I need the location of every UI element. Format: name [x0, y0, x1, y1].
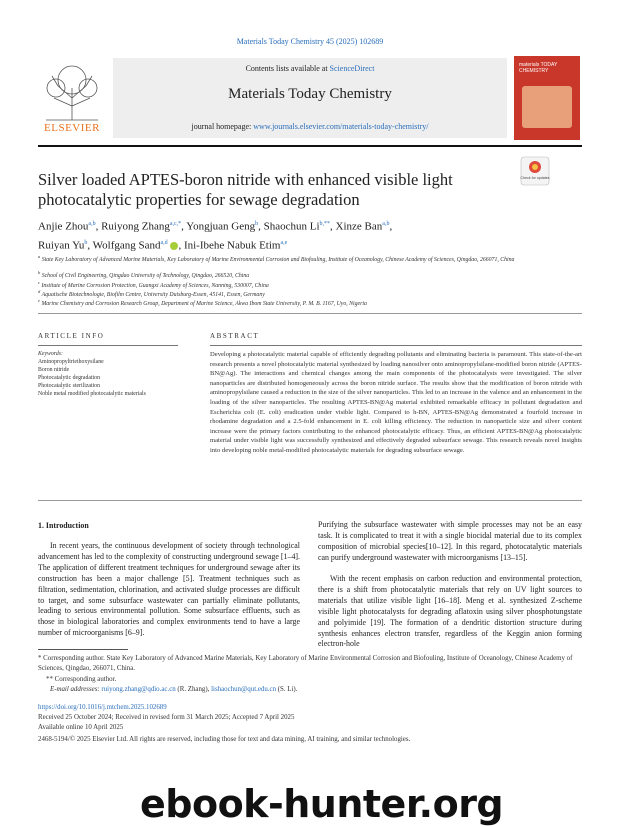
footnote-emails	[50, 685, 570, 695]
cover-title: materials TODAY CHEMISTRY	[519, 62, 558, 74]
author-name[interactable]: Anjie Zhou	[38, 220, 89, 233]
affiliation	[38, 253, 583, 265]
affiliation-rule	[38, 313, 582, 314]
email-label: E-mail addresses:	[50, 686, 102, 693]
footnote-corresponding-2: ** Corresponding author.	[46, 676, 117, 683]
email-owner: (S. Li).	[276, 686, 298, 693]
abstract-rule	[210, 345, 582, 346]
intro-right-paragraph-2: With the recent emphasis on carbon reduction and environmental protection, there is a shift from photocatalytic materials that rely on UV light sources to materials that utilize visible light [16–18]. Meng et al. synthesized Z-scheme visible light photocatalysts for degrading aflatoxin using silver phosphotungstate and polyimide [19]. The formation of a dendritic distortion structure during synthesis enhances electron transfer, regardless of the Keggin anion forming electron-hole	[318, 574, 582, 649]
intro-right-paragraph-1: Purifying the subsurface wastewater with simple processes may not be an easy task. It is complicated to treat it with a single biocidal material due to its complex composition of microbial species[10–12]. In this regard, photocatalytic materials can purify underground wastewater with microorganisms [13–15].	[318, 520, 582, 562]
journal-reference[interactable]: Materials Today Chemistry 45 (2025) 102689	[236, 37, 384, 46]
affiliation-text: School of Civil Engineering, Qingdao University of Technology, Qingdao, 266520, China	[41, 272, 250, 279]
elsevier-wordmark: ELSEVIER	[44, 122, 100, 134]
abstract-text: Developing a photocatalytic material capable of efficiently degrading pollutants and eliminating bacteria is paramount. This state-of-the-art research presents a novel photocatalytic material synthesized by loading nanosilver onto aminopropylsilane-modified boron nitride (APTES-BN@Ag). The interactions and chemical changes among the main components of the photocatalysts were investigated. The silver nanoparticles are distributed homogeneously across the boron nitride surface. The results show that the modification of boron nitride with aminopropylsilane caused a reduction in the size of the silver nanoparticles. This led to an increase in the valence and an enhancement in the loading of the silver nanoparticles. The resulting APTES-BN@Ag material exhibited remarkable efficacy in pollutant degradation and Escherichia coli (E. coli) eradication under visible light. Compared to h-BN, APTES-BN@Ag demonstrated a fourfold increase in rhodamine degradation and a 2.5-fold enhancement in E. coli killing efficiency. The reduction in nanoparticle size and silver content increase were the primary factors contributing to the enhanced photocatalytic efficacy. Thus, an efficient APTES-BN@Ag photocatalytic material under visible light was successfully synthesized and effectively degraded subsurface sewage. This research reveals novel insights into developing noble metal-modified photocatalytic materials for degrading subsurface sewage.	[210, 351, 582, 454]
doi-link[interactable]	[38, 703, 167, 713]
author-affil-sup[interactable]: a,e	[280, 239, 288, 246]
keywords-block	[38, 350, 198, 399]
doi-text[interactable]: https://doi.org/10.1016/j.mtchem.2025.102689	[38, 704, 167, 711]
affiliation-label: a	[38, 254, 41, 259]
homepage-link[interactable]: www.journals.elsevier.com/materials-today-chemistry/	[253, 122, 429, 131]
abstract-bottom-rule	[38, 500, 582, 501]
intro-heading: 1. Introduction	[38, 521, 89, 530]
keyword[interactable]: Photocatalytic degradation	[38, 375, 100, 382]
email-link[interactable]: lishaochun@qut.edu.cn	[211, 686, 277, 693]
author-affil-sup[interactable]: a,c,*	[169, 221, 182, 227]
keyword[interactable]: Noble metal modified photocatalytic materials	[38, 391, 146, 398]
cover-image	[522, 86, 572, 128]
author-name[interactable]: Yongjuan Geng	[186, 220, 256, 233]
affiliation-text: Marine Chemistry and Corrosion Research Group, Department of Marine Science, Akwa Ibom State University, P. M. B. 1167, Uyo, Nigeria	[41, 300, 367, 307]
keyword[interactable]: Boron nitride	[38, 367, 70, 374]
available-online: Available online 10 April 2025	[38, 724, 124, 731]
header-rule	[38, 145, 582, 147]
affiliation-label: d	[38, 289, 41, 294]
article-info-heading: ARTICLE INFO	[38, 332, 105, 340]
author-affil-sup[interactable]: a,d	[160, 239, 168, 246]
keyword[interactable]: Photocatalytic sterilization	[38, 383, 100, 390]
journal-title: Materials Today Chemistry	[228, 86, 392, 102]
author-name[interactable]: Wolfgang Sand	[92, 239, 161, 252]
author-name[interactable]: Ruiyong Zhang	[101, 220, 170, 233]
footnote-corresponding: * Corresponding author. State Key Laboratory of Advanced Marine Materials, Key Laboratory of Marine Environmental Corrosion and Biofouling, Institute of Oceanology, Chinese Academy of Sciences, Qingdao, 266071, China.	[38, 655, 573, 672]
watermark: ebook-hunter.org	[140, 782, 504, 826]
copyright-line: 2468-5194/© 2025 Elsevier Ltd. All rights are reserved, including those for text and data mining, AI training, and similar technologies.	[38, 736, 411, 743]
author-affil-sup[interactable]: b	[84, 239, 88, 246]
homepage-line	[113, 122, 507, 131]
article-info-rule	[38, 345, 178, 346]
check-for-updates-badge[interactable]	[520, 156, 550, 186]
sciencedirect-link[interactable]: ScienceDirect	[329, 64, 375, 73]
author-name[interactable]: Xinze Ban	[335, 220, 383, 233]
author-affil-sup[interactable]: a,b	[88, 221, 96, 227]
check-for-updates-label: Check for updates	[520, 176, 550, 180]
affiliation	[38, 297, 583, 309]
contents-line	[113, 64, 507, 73]
author-name[interactable]: Shaochun Li	[263, 220, 320, 233]
homepage-prefix: journal homepage:	[191, 122, 254, 131]
elsevier-logo	[38, 58, 106, 138]
author-list: Anjie Zhou$^{a,b}$, Ruiyong Zhang$^{a,c,*}$, Yongjuan Geng$^b$, Shaochun $Li^{b,**}$, Xinze Ban$^{a,b}$, Ruiyan Yu$^b$, Wolfgang Sand$^{a,d}$ , Ini-Ibehe Nabuk Etim$^{a,e}$	[38, 220, 393, 252]
affiliation-text: State Key Laboratory of Advanced Marine Materials, Key Laboratory of Marine Environmental Corrosion and Biofouling, Institute of Oceanology, Chinese Academy of Sciences, Qingdao, 266071, China	[41, 256, 515, 263]
abstract-heading: ABSTRACT	[210, 332, 260, 340]
affiliation-label: b	[38, 270, 41, 275]
footnote-rule	[38, 649, 128, 650]
affiliation-label: e	[38, 298, 40, 303]
article-title: Silver loaded APTES-boron nitride with enhanced visible light photocatalytic properties for sewage degradation	[38, 170, 453, 209]
contents-prefix: Contents lists available at	[245, 64, 330, 73]
author-name[interactable]: Ruiyan Yu	[38, 239, 85, 252]
email-owner: (R. Zhang),	[175, 686, 212, 693]
keywords-label: Keywords:	[38, 351, 63, 357]
received-dates: Received 25 October 2024; Received in revised form 31 March 2025; Accepted 7 April 2025	[38, 714, 295, 721]
keyword[interactable]: Aminopropyltriethoxysilane	[38, 359, 104, 366]
affiliation-label: c	[38, 280, 40, 285]
author-affil-sup[interactable]: b	[255, 221, 259, 227]
email-link[interactable]: ruiyong.zhang@qdio.ac.cn	[101, 686, 176, 693]
journal-cover	[514, 56, 580, 140]
affiliation-text: Institute of Marine Corrosion Protection, Guangxi Academy of Sciences, Nanning, 530007, China	[41, 282, 269, 289]
intro-left-paragraph: In recent years, the continuous development of society through technological advancement has led to the complexity of constructing underground sewage [1–4]. The application of different treatment techniques for underground sewage after its construction has been a major challenge [5]. Treatment techniques such as filtration, sedimentation, chlorination, and activated sludge processes are difficult to target, and some subsurface wastewater can partially eliminate pollutants, leading to serious environmental pollution. Some subsurface effluents, such as those in biological laboratories and complex environments tend to have a large number of microorganisms [6–9].	[38, 541, 300, 638]
orcid-icon[interactable]	[170, 242, 178, 250]
author-affil-sup[interactable]: b,**	[319, 221, 331, 227]
check-for-updates-icon	[520, 156, 550, 186]
author-name[interactable]: Ini-Ibehe Nabuk Etim	[183, 239, 281, 252]
author-affil-sup[interactable]: a,b	[382, 221, 390, 227]
affiliation-text: Aquatische Biotechnologie, Biofilm Centre, University Duisburg-Essen, 45141, Essen, Germany	[41, 291, 265, 298]
